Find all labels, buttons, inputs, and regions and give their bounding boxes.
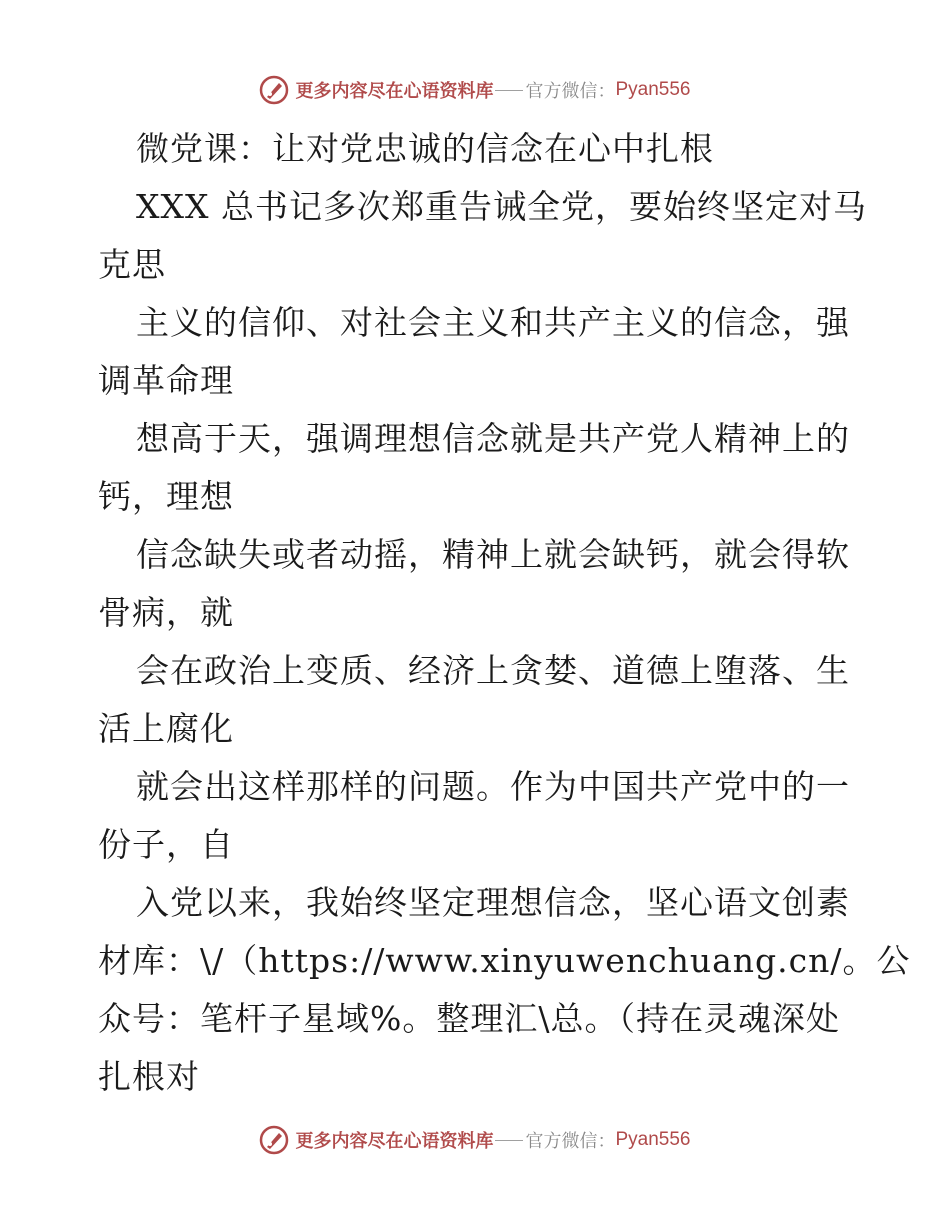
text-line: 份子，自	[98, 825, 234, 864]
banner-wechat-id: Pyan556	[615, 79, 691, 100]
text-line: 钙，理想	[98, 477, 234, 516]
text-line: 克思	[98, 245, 166, 284]
quill-seal-icon	[259, 1125, 289, 1155]
text-line: 扎根对	[98, 1057, 200, 1096]
banner-wechat-label: 官方微信：	[525, 81, 616, 102]
text-line: 想高于天，强调理想信念就是共产党人精神上的	[136, 419, 850, 458]
text-line: 信念缺失或者动摇，精神上就会缺钙，就会得软	[136, 535, 850, 574]
text-line: 众号：笔杆子星域%。整理汇\总。（持在灵魂深处	[98, 999, 840, 1038]
footer-banner	[0, 1120, 950, 1160]
quill-seal-icon	[259, 75, 289, 105]
banner-wechat-id: Pyan556	[615, 1129, 691, 1150]
text-line: 就会出这样那样的问题。作为中国共产党中的一	[136, 767, 850, 806]
text-line: 骨病，就	[98, 593, 234, 632]
header-banner	[0, 70, 950, 110]
text-line: 材库：\/（https://www.xinyuwenchuang.cn/。公	[98, 941, 911, 980]
text-line: 微党课：让对党忠诚的信念在心中扎根	[136, 129, 714, 168]
text-line: 调革命理	[98, 361, 234, 400]
banner-divider	[495, 90, 523, 91]
banner-title: 更多内容尽在心语资料库	[295, 1131, 494, 1152]
text-line: 会在政治上变质、经济上贪婪、道德上堕落、生	[136, 651, 850, 690]
banner-title: 更多内容尽在心语资料库	[295, 81, 494, 102]
banner-wechat-label: 官方微信：	[525, 1131, 616, 1152]
text-line: 主义的信仰、对社会主义和共产主义的信念，强	[136, 303, 850, 342]
text-line: 入党以来，我始终坚定理想信念，坚心语文创素	[136, 883, 850, 922]
text-line: 活上腐化	[98, 709, 234, 748]
document-body	[98, 120, 911, 1106]
text-line: XXX 总书记多次郑重告诫全党，要始终坚定对马	[136, 187, 867, 226]
banner-divider	[495, 1140, 523, 1141]
